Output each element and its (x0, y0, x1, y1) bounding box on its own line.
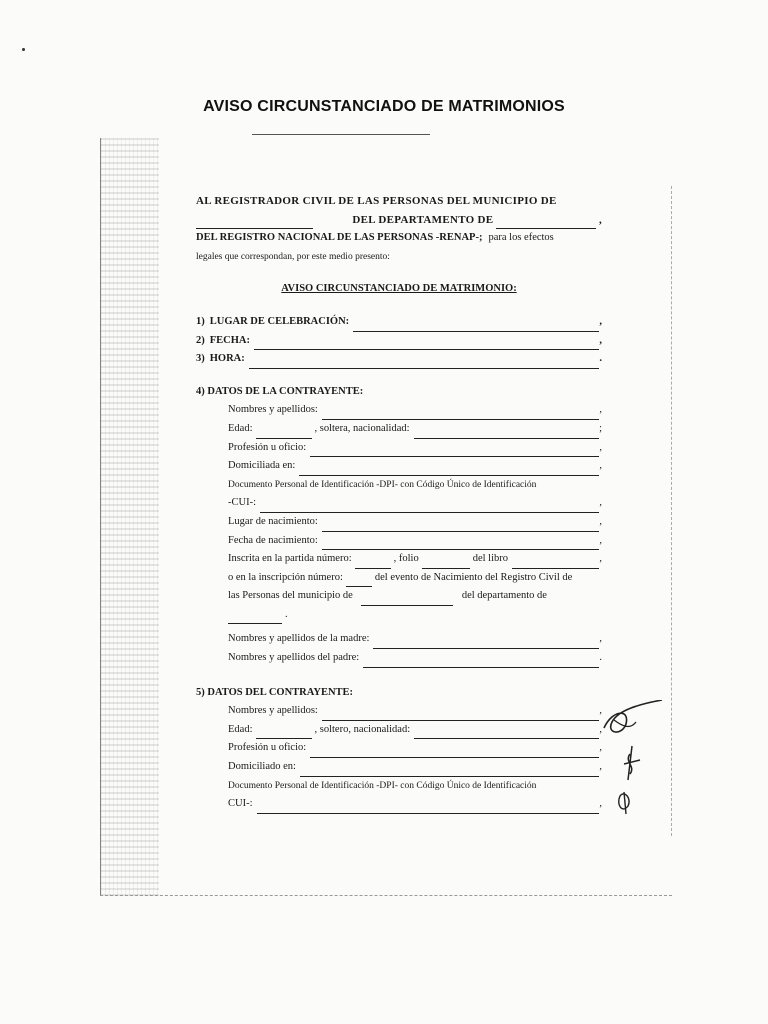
item-lugar (196, 313, 602, 332)
field-padre (228, 649, 602, 668)
section-contrayente-f: 4) DATOS DE LA CONTRAYENTE: (196, 385, 364, 397)
initial-mark-2 (624, 746, 640, 780)
field-label: Edad: (228, 422, 253, 434)
cui-f-blank[interactable] (260, 500, 599, 513)
item-label: HORA: (209, 353, 245, 365)
field-partida-f (228, 550, 602, 569)
field-label: , soltero, nacionalidad: (314, 723, 411, 735)
comma: , (599, 723, 602, 735)
profesion-f-blank[interactable] (310, 444, 599, 457)
comma: , (599, 742, 602, 754)
partida-blank[interactable] (355, 556, 391, 569)
field-label: Nombres y apellidos de la madre: (228, 633, 370, 645)
field-label: Nombres y apellidos del padre: (228, 652, 360, 664)
lugar-nac-f-blank[interactable] (322, 519, 600, 532)
scan-edge-noise (100, 138, 159, 896)
item-hora (196, 350, 602, 369)
field-label: Nombres y apellidos: (228, 705, 318, 717)
contrayente-m-fields (196, 702, 602, 814)
dot: . (599, 353, 602, 365)
field-profesion-m (228, 739, 602, 758)
field-cui-f (228, 494, 602, 513)
field-label: Documento Personal de Identificación -DPI- con Código Único de Identificación (228, 780, 537, 791)
comma: , (599, 334, 602, 346)
item-label: LUGAR DE CELEBRACIÓN: (209, 315, 350, 327)
field-label: Profesión u oficio: (228, 742, 307, 754)
folio-blank[interactable] (422, 556, 470, 569)
fecha-nac-f-blank[interactable] (322, 537, 600, 550)
lugar-blank[interactable] (353, 319, 599, 332)
contrayente-f-fields (196, 401, 602, 667)
item-number: 1) (196, 315, 205, 327)
comma: , (599, 460, 602, 472)
field-label: Inscrita en la partida número: (228, 553, 352, 565)
profesion-m-blank[interactable] (310, 745, 599, 758)
field-dpi-f (228, 476, 602, 495)
field-label: Domiciliado en: (228, 761, 296, 773)
domicilio-f-blank[interactable] (299, 463, 599, 476)
form-right-border (671, 186, 672, 836)
field-label: , folio (393, 553, 419, 565)
departamento-blank[interactable] (496, 216, 596, 229)
field-municipio-f (228, 587, 602, 606)
renap-text: DEL REGISTRO NACIONAL DE LAS PERSONAS -RENAP-; (196, 232, 483, 244)
field-profesion-f (228, 439, 602, 458)
field-edad-m (228, 721, 602, 740)
field-label: Documento Personal de Identificación -DPI- con Código Único de Identificación (228, 479, 537, 490)
field-dpi-m (228, 777, 602, 796)
hora-blank[interactable] (249, 356, 600, 369)
dot: . (285, 608, 288, 620)
padre-blank[interactable] (363, 655, 599, 668)
field-label: Edad: (228, 723, 253, 735)
field-label: -CUI-: (228, 497, 256, 509)
nacionalidad-m-blank[interactable] (414, 726, 599, 739)
initial-mark-1 (604, 700, 662, 732)
fecha-blank[interactable] (254, 337, 599, 350)
item-number: 3) (196, 353, 205, 365)
form-bottom-border (100, 895, 672, 896)
title-underline (252, 134, 430, 135)
addressee-line-2 (196, 211, 602, 230)
field-nombres-m (228, 702, 602, 721)
item-number: 2) (196, 334, 205, 346)
field-label: del libro (472, 553, 509, 565)
addressee-text: AL REGISTRADOR CIVIL DE LAS PERSONAS DEL MUNICIPIO DE (196, 195, 557, 207)
scan-speck (22, 48, 25, 51)
addressee-line-1 (196, 192, 602, 211)
field-label: CUI-: (228, 798, 253, 810)
comma: , (599, 633, 602, 645)
section-contrayente-m: 5) DATOS DEL CONTRAYENTE: (196, 686, 354, 698)
document-title: AVISO CIRCUNSTANCIADO DE MATRIMONIOS (203, 98, 565, 115)
comma: , (599, 315, 602, 327)
nacionalidad-f-blank[interactable] (414, 426, 600, 439)
field-label: , soltera, nacionalidad: (314, 422, 410, 434)
addressee-line-3 (196, 229, 602, 248)
semicolon: ; (599, 422, 602, 434)
form-body (196, 192, 602, 814)
cui-m-blank[interactable] (257, 801, 600, 814)
field-label: del evento de Nacimiento del Registro Civil de (374, 571, 573, 583)
field-label: Domiciliada en: (228, 460, 296, 472)
comma: , (598, 213, 602, 226)
municipio-f-blank[interactable] (361, 593, 453, 606)
dot: . (599, 652, 602, 664)
form-subtitle: AVISO CIRCUNSTANCIADO DE MATRIMONIO: (281, 283, 517, 295)
municipio-blank[interactable] (196, 216, 313, 229)
comma: , (599, 515, 602, 527)
comma: , (599, 761, 602, 773)
comma: , (599, 441, 602, 453)
handwritten-initials (600, 700, 670, 820)
comma: , (599, 553, 602, 565)
edad-m-blank[interactable] (256, 726, 312, 739)
libro-blank[interactable] (512, 556, 599, 569)
field-label: Nombres y apellidos: (228, 404, 318, 416)
item-label: FECHA: (209, 334, 250, 346)
field-label: las Personas del municipio de (228, 590, 353, 602)
comma: , (599, 705, 602, 717)
field-domicilio-f (228, 457, 602, 476)
comma: , (599, 534, 602, 546)
departamento-f-blank[interactable] (228, 611, 282, 624)
field-edad-f (228, 420, 602, 439)
presento-text: legales que correspondan, por este medio presento: (196, 251, 390, 262)
field-fecha-nac-f (228, 532, 602, 551)
item-fecha (196, 332, 602, 351)
field-madre (228, 630, 602, 649)
field-label: Fecha de nacimiento: (228, 534, 318, 546)
field-label: o en la inscripción número: (228, 571, 343, 583)
inscripcion-blank[interactable] (346, 574, 372, 587)
efectos-text: para los efectos (488, 232, 554, 244)
domicilio-m-blank[interactable] (300, 764, 599, 777)
field-domicilio-m (228, 758, 602, 777)
madre-blank[interactable] (373, 636, 599, 649)
initial-mark-1b (614, 720, 636, 726)
field-nombres-f (228, 401, 602, 420)
comma: , (599, 497, 602, 509)
comma: , (599, 798, 602, 810)
field-label: Profesión u oficio: (228, 441, 307, 453)
field-label: Lugar de nacimiento: (228, 515, 318, 527)
field-lugar-nac-f (228, 513, 602, 532)
departamento-label: DEL DEPARTAMENTO DE (352, 213, 494, 226)
nombres-f-blank[interactable] (322, 407, 600, 420)
field-departamento-f (228, 606, 602, 625)
addressee-line-4 (196, 248, 602, 267)
edad-f-blank[interactable] (256, 426, 312, 439)
nombres-m-blank[interactable] (322, 708, 600, 721)
comma: , (599, 404, 602, 416)
field-cui-m (228, 795, 602, 814)
initial-mark-3 (619, 792, 629, 814)
field-inscripcion-f (228, 569, 602, 588)
field-label: del departamento de (461, 590, 547, 602)
